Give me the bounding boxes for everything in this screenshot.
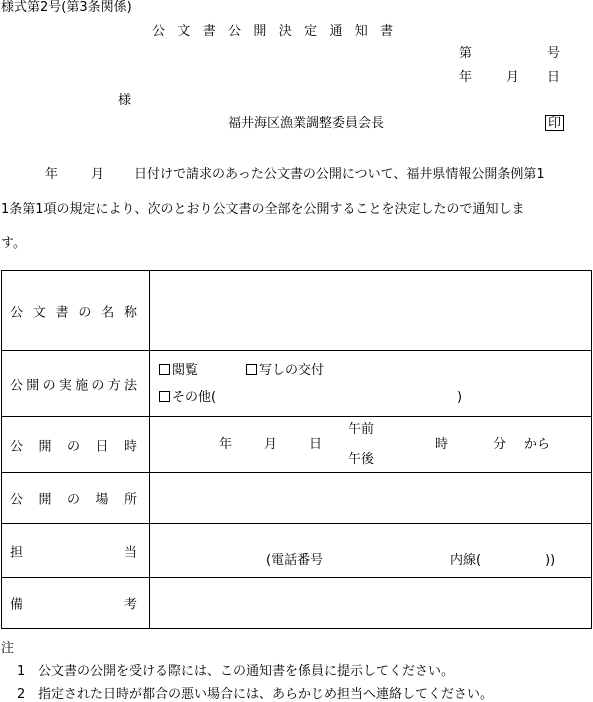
row-label-document-name: 公 文 書 の 名 称 xyxy=(10,305,137,320)
seal-mark: 印 xyxy=(545,115,564,131)
datetime-pm: 午後 xyxy=(348,452,375,467)
option-other[interactable] xyxy=(159,391,216,404)
document-name-value[interactable] xyxy=(150,271,592,351)
date-month-label: 月 xyxy=(506,70,520,85)
place-value[interactable] xyxy=(150,473,592,524)
datetime-day: 日 xyxy=(309,437,323,452)
datetime-month: 月 xyxy=(264,437,278,452)
table-row xyxy=(2,473,592,524)
table-row xyxy=(2,417,592,473)
option-copy[interactable] xyxy=(246,364,324,377)
note-1-text: 公文書の公開を受ける際には、この通知書を係員に提示してください。 xyxy=(38,664,455,679)
label-cell xyxy=(2,417,150,473)
option-view-label: 閲覧 xyxy=(172,363,199,378)
label-cell xyxy=(2,524,150,578)
option-other-close: ) xyxy=(457,390,463,405)
datetime-value-cell xyxy=(150,417,592,473)
row-label-method: 公 開 の 実 施 の 方 法 xyxy=(10,378,137,393)
row-label-datetime: 公 開 の 日 時 xyxy=(10,439,137,454)
label-cell xyxy=(2,578,150,629)
row-label-place: 公 開 の 場 所 xyxy=(10,492,137,508)
extension-close: )) xyxy=(545,553,556,568)
date-day-label: 日 xyxy=(547,70,561,85)
doc-number-prefix: 第 xyxy=(459,46,473,61)
datetime-minute: 分 xyxy=(493,437,507,452)
remarks-value[interactable] xyxy=(150,578,592,629)
body-line-2: 1条第1項の規定により、次のとおり公文書の全部を公開することを決定したので通知しま xyxy=(1,202,525,217)
notes-heading: 注 xyxy=(1,641,15,656)
addressee-suffix: 様 xyxy=(118,93,132,108)
method-value-cell xyxy=(150,351,592,417)
note-1-number: 1 xyxy=(17,664,26,679)
label-cell xyxy=(2,473,150,524)
issuer-name: 福井海区漁業調整委員会長 xyxy=(228,116,385,131)
row-label-contact: 担 当 xyxy=(10,545,137,560)
datetime-year: 年 xyxy=(219,437,233,452)
date-year-label: 年 xyxy=(459,70,473,85)
table-row xyxy=(2,351,592,417)
extension-label: 内線( xyxy=(450,553,482,568)
table-row xyxy=(2,524,592,578)
document-title: 公文書公開決定通知書 xyxy=(152,24,406,39)
table-row xyxy=(2,271,592,351)
row-label-remarks: 備 考 xyxy=(10,597,137,613)
label-cell xyxy=(2,271,150,351)
form-number: 様式第2号(第3条関係) xyxy=(1,0,132,15)
body-year: 年 xyxy=(45,167,59,182)
datetime-am: 午前 xyxy=(348,422,375,437)
option-view[interactable] xyxy=(159,364,198,377)
doc-number-suffix: 号 xyxy=(547,46,561,61)
option-copy-label: 写しの交付 xyxy=(259,363,325,378)
table-row xyxy=(2,578,592,629)
checkbox-copy[interactable] xyxy=(246,364,257,375)
option-other-label: その他( xyxy=(172,390,217,405)
body-line-1: 日付けで請求のあった公文書の公開について、福井県情報公開条例第1 xyxy=(134,167,545,182)
note-2-text: 指定された日時が都合の悪い場合には、あらかじめ担当へ連絡してください。 xyxy=(38,687,494,702)
phone-label: (電話番号 xyxy=(266,553,324,568)
note-2-number: 2 xyxy=(17,687,26,702)
body-month: 月 xyxy=(91,167,105,182)
label-cell xyxy=(2,351,150,417)
checkbox-view[interactable] xyxy=(159,364,170,375)
disclosure-form-table xyxy=(1,270,592,629)
datetime-from: から xyxy=(524,437,551,452)
datetime-hour: 時 xyxy=(435,437,449,452)
contact-value-cell xyxy=(150,524,592,578)
checkbox-other[interactable] xyxy=(159,391,170,402)
body-line-3: す。 xyxy=(1,236,26,251)
